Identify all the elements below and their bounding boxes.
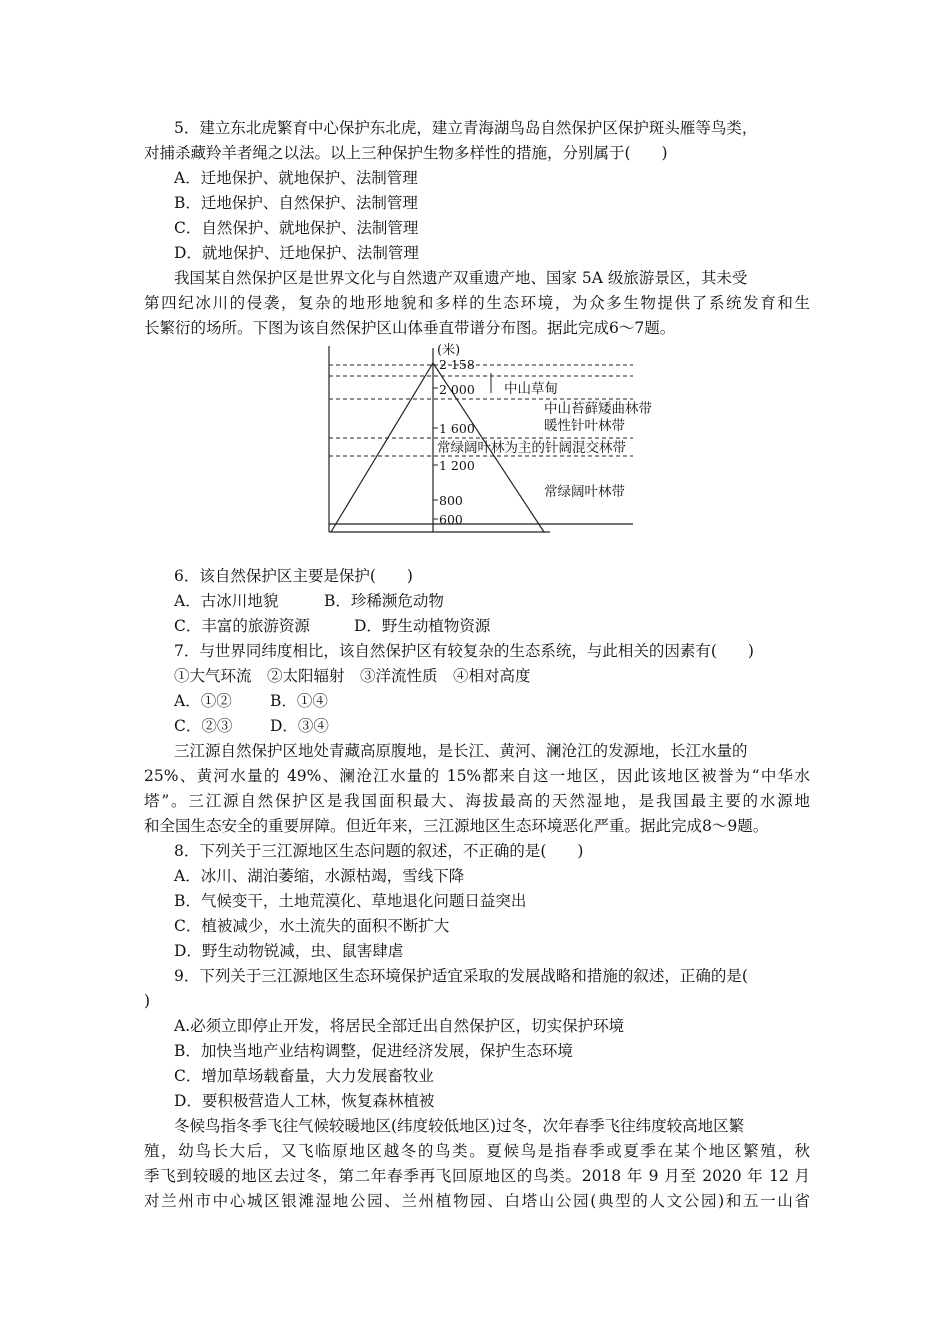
- q7-option-b: B．①④: [270, 692, 328, 710]
- passage1-line3: 长繁衍的场所。下图为该自然保护区山体垂直带谱分布图。据此完成6～7题。: [144, 319, 676, 337]
- q5-stem-line2: 对捕杀藏羚羊者绳之以法。以上三种保护生物多样性的措施，分别属于( ): [144, 144, 668, 162]
- zone-label-evergreen: 常绿阔叶林带: [544, 484, 625, 500]
- q6-option-c: C．丰富的旅游资源: [174, 617, 310, 635]
- passage2-line3: 塔”。三江源自然保护区是我国面积最大、海拔最高的天然湿地，是我国最主要的水源地: [144, 792, 810, 810]
- q8-option-a: A．冰川、湖泊萎缩，水源枯竭，雪线下降: [174, 867, 465, 885]
- q7-option-c: C．②③: [174, 717, 233, 735]
- q8-option-b: B．气候变干，土地荒漠化、草地退化问题日益突出: [174, 892, 527, 910]
- q9-option-c: C．增加草场载畜量，大力发展畜牧业: [174, 1067, 434, 1085]
- q5-option-d: D．就地保护、迁地保护、法制管理: [174, 244, 419, 262]
- q6-option-d: D．野生动植物资源: [354, 617, 491, 635]
- q7-option-d: D．③④: [270, 717, 329, 735]
- passage3-line3: 季飞到较暖的地区去过冬，第二年春季再飞回原地区的鸟类。2018 年 9 月至 2020 年 12 月: [144, 1167, 810, 1185]
- mountain-left-slope: [331, 363, 433, 532]
- zone-label-warm-conifer: 暖性针叶林带: [544, 418, 625, 434]
- q8-option-d: D．野生动物锐减，虫、鼠害肆虐: [174, 942, 404, 960]
- passage2-line4: 和全国生态安全的重要屏障。但近年来，三江源地区生态环境恶化严重。据此完成8～9题。: [144, 817, 769, 835]
- tick-label-1200: 1 200: [439, 458, 475, 473]
- q9-stem-line1: 9．下列关于三江源地区生态环境保护适宜采取的发展战略和措施的叙述，正确的是(: [174, 967, 748, 985]
- zone-label-meadow: 中山草甸: [504, 381, 558, 397]
- passage3-line1: 冬候鸟指冬季飞往气候较暖地区(纬度较低地区)过冬，次年春季飞往纬度较高地区繁: [174, 1117, 745, 1135]
- q8-option-c: C．植被减少，水土流失的面积不断扩大: [174, 917, 450, 935]
- unit-label: (米): [437, 343, 461, 358]
- q7-factors: ①大气环流 ②太阳辐射 ③洋流性质 ④相对高度: [174, 667, 531, 685]
- q7-option-a: A．①②: [174, 692, 232, 710]
- q9-stem-line2: ): [144, 992, 151, 1010]
- q6-option-a: A．古冰川地貌: [174, 592, 279, 610]
- passage3-line2: 殖，幼鸟长大后，又飞临原地区越冬的鸟类。夏候鸟是指春季或夏季在某个地区繁殖，秋: [144, 1142, 810, 1160]
- passage1-line1: 我国某自然保护区是世界文化与自然遗产双重遗产地、国家 5A 级旅游景区，其未受: [174, 269, 748, 287]
- tick-label-2000: 2 000: [439, 382, 475, 397]
- zone-label-moss: 中山苔藓矮曲林带: [544, 401, 652, 417]
- vertical-zonation-figure: [320, 338, 652, 538]
- q9-option-b: B．加快当地产业结构调整，促进经济发展，保护生态环境: [174, 1042, 573, 1060]
- tick-label-1600: 1 600: [439, 421, 475, 436]
- q9-option-d: D．要积极营造人工林，恢复森林植被: [174, 1092, 435, 1110]
- q9-option-a: A.必须立即停止开发，将居民全部迁出自然保护区，切实保护环境: [174, 1017, 625, 1035]
- q8-stem: 8．下列关于三江源地区生态问题的叙述，不正确的是( ): [174, 842, 584, 860]
- q5-option-a: A．迁地保护、就地保护、法制管理: [174, 169, 418, 187]
- passage1-line2: 第四纪冰川的侵袭，复杂的地形地貌和多样的生态环境，为众多生物提供了系统发育和生: [144, 294, 810, 312]
- passage2-line2: 25%、黄河水量的 49%、澜沧江水量的 15%都来自这一地区，因此该地区被誉为“中华水: [144, 767, 810, 785]
- zone-label-mixed: 常绿阔叶林为主的针阔混交林带: [437, 440, 626, 456]
- q6-stem: 6．该自然保护区主要是保护( ): [174, 567, 413, 585]
- q7-stem: 7．与世界同纬度相比，该自然保护区有较复杂的生态系统，与此相关的因素有( ): [174, 642, 754, 660]
- tick-label-2158: 2 158: [439, 357, 475, 372]
- q6-option-b: B．珍稀濒危动物: [324, 592, 444, 610]
- q5-option-c: C．自然保护、就地保护、法制管理: [174, 219, 419, 237]
- passage3-line4: 对兰州市中心城区银滩湿地公园、兰州植物园、白塔山公园(典型的人文公园)和五一山省: [144, 1192, 810, 1210]
- q5-stem-line1: 5．建立东北虎繁育中心保护东北虎，建立青海湖鸟岛自然保护区保护斑头雁等鸟类，: [174, 119, 758, 137]
- tick-label-800: 800: [439, 493, 463, 508]
- tick-label-600: 600: [439, 512, 463, 527]
- q5-option-b: B．迁地保护、自然保护、法制管理: [174, 194, 418, 212]
- passage2-line1: 三江源自然保护区地处青藏高原腹地，是长江、黄河、澜沧江的发源地，长江水量的: [174, 742, 748, 760]
